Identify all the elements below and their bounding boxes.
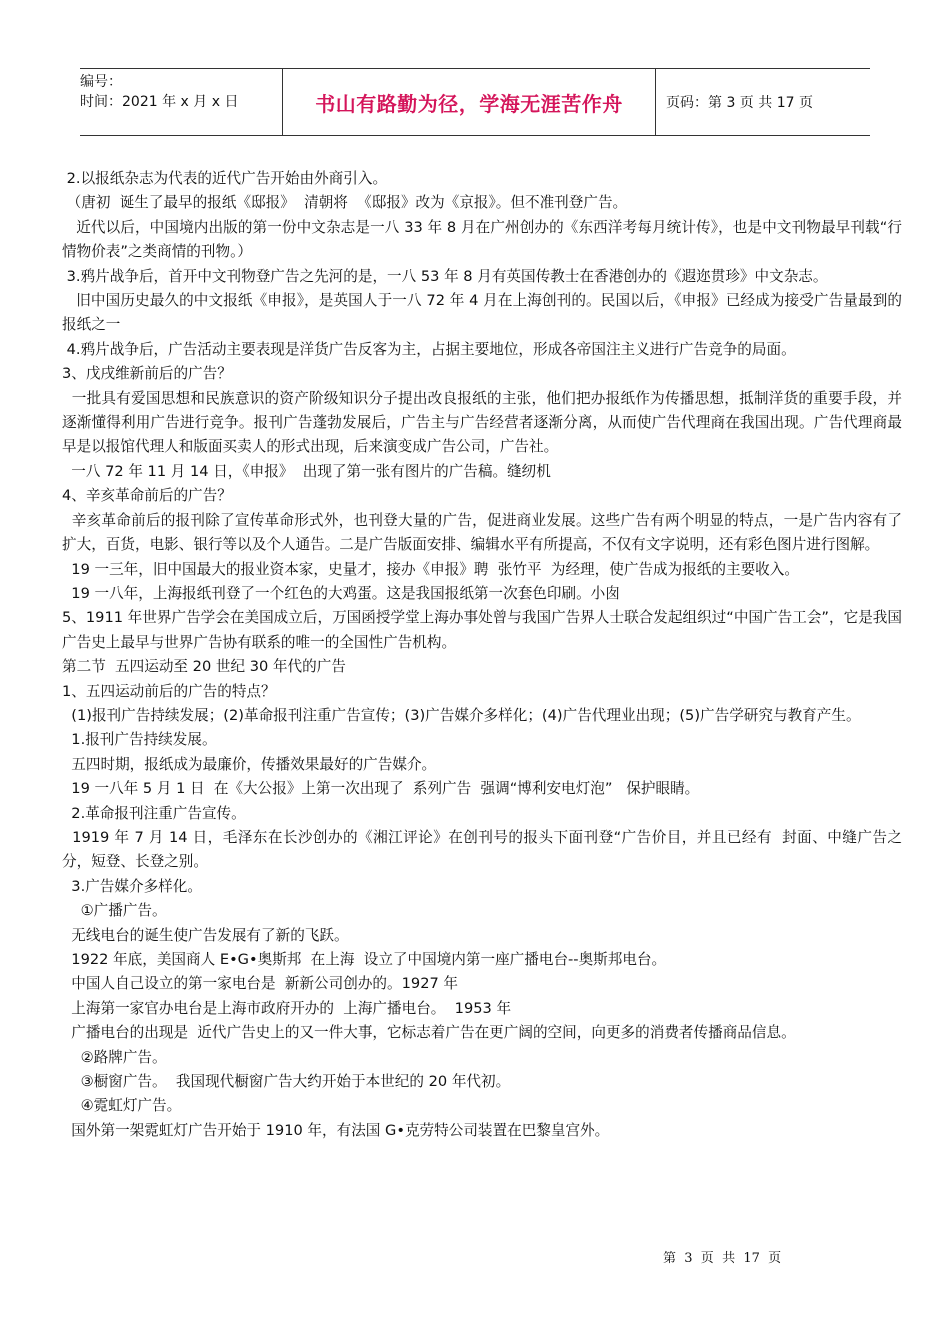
paragraph: (1)报刊广告持续发展；(2)革命报刊注重广告宣传；(3)广告媒介多样化；(4)广告代理业出现；(5)广告学研究与教育产生。 (62, 706, 861, 724)
paragraph: ②路牌广告。 (62, 1048, 167, 1066)
paragraph: ④霓虹灯广告。 (62, 1097, 182, 1115)
section-heading: 3、戊戌维新前后的广告？ (62, 365, 232, 383)
paragraph: 五四时期，报纸成为最廉价，传播效果最好的广告媒介。 (62, 755, 437, 773)
document-time-label: 时间：2021 年 x 月 x 日 (80, 94, 239, 110)
header-meta (80, 69, 282, 135)
paragraph: 4.鸦片战争后，广告活动主要表现是洋货广告反客为主，占据主要地位，形成各帝国注主义进行广告竞争的局面。 (62, 340, 796, 358)
paragraph: 19 一三年，旧中国最大的报业资本家，史量才，接办《申报》聘 张竹平 为经理，使广告成为报纸的主要收入。 (62, 560, 799, 578)
page-header (80, 68, 870, 136)
page-footer: 第 3 页 共 17 页 (663, 1251, 782, 1266)
paragraph: 近代以后，中国境内出版的第一份中文杂志是一八 33 年 8 月在广州创办的《东西洋考每月统计传》，也是中文刊物最早刊载“行情物价表”之类商情的刊物。） (62, 218, 902, 261)
paragraph: 一批具有爱国思想和民族意识的资产阶级知识分子提出改良报纸的主张，他们把办报纸作为传播思想，抵制洋货的重要手段，并逐渐懂得利用广告进行竞争。报刊广告蓬勃发展后，广告主与广告经营者逐渐分离，从而使广告代理商在我国出现。广告代理商最早是以报馆代理人和版面买卖人的形式出现，后来演变成广告公司，广告社。 (62, 389, 902, 456)
paragraph: ①广播广告。 (62, 902, 167, 920)
paragraph: 1.报刊广告持续发展。 (62, 731, 217, 749)
document-body (62, 167, 902, 1143)
paragraph: 3.鸦片战争后，首开中文刊物登广告之先河的是，一八 53 年 8 月有英国传教士在香港创办的《遐迩贯珍》中文杂志。 (62, 267, 828, 285)
paragraph: 1919 年 7 月 14 日，毛泽东在长沙创办的《湘江评论》在创刊号的报头下面刊登“广告价目，并且已经有 封面、中缝广告之分，短登、长登之别。 (62, 828, 902, 871)
section-heading: 1、五四运动前后的广告的特点？ (62, 682, 276, 700)
paragraph: 19 一八年，上海报纸刊登了一个红色的大鸡蛋。这是我国报纸第一次套色印刷。小囱 (62, 584, 620, 602)
paragraph: 2.革命报刊注重广告宣传。 (62, 804, 246, 822)
paragraph: 广播电台的出现是 近代广告史上的又一件大事，它标志着广告在更广阔的空间，向更多的消费者传播商品信息。 (62, 1024, 796, 1042)
paragraph: 3.广告媒介多样化。 (62, 877, 202, 895)
paragraph: 辛亥革命前后的报刊除了宣传革命形式外，也刊登大量的广告，促进商业发展。这些广告有两个明显的特点，一是广告内容有了扩大，百货，电影、银行等以及个人通告。二是广告版面安排、编辑水平有所提高，不仅有文字说明，还有彩色图片进行图解。 (62, 511, 902, 554)
section-heading: 5、1911 年世界广告学会在美国成立后，万国函授学堂上海办事处曾与我国广告界人士联合发起组织过“中国广告工会”，它是我国广告史上最早与世界广告协有联系的唯一的全国性广告机构。 (62, 609, 902, 651)
document-number-label: 编号： (80, 74, 122, 90)
header-motto: 书山有路勤为径，学海无涯苦作舟 (282, 69, 656, 135)
paragraph: 19 一八年 5 月 1 日 在《大公报》上第一次出现了 系列广告 强调“博利安电灯泡” 保护眼睛。 (62, 780, 700, 798)
paragraph: 无线电台的诞生使广告发展有了新的飞跃。 (62, 926, 349, 944)
paragraph: 一八 72 年 11 月 14 日，《申报》 出现了第一张有图片的广告稿。缝纫机 (62, 462, 551, 480)
paragraph: 中国人自己设立的第一家电台是 新新公司创办的。1927 年 (62, 975, 458, 993)
paragraph: ③橱窗广告。 我国现代橱窗广告大约开始于本世纪的 20 年代初。 (62, 1073, 511, 1091)
paragraph: 上海第一家官办电台是上海市政府开办的 上海广播电台。 1953 年 (62, 999, 512, 1017)
paragraph: （唐初 诞生了最早的报纸《邸报》 清朝将 《邸报》改为《京报》。但不准刊登广告。 (62, 194, 628, 212)
section-heading: 4、辛亥革命前后的广告？ (62, 487, 232, 505)
header-page-label: 页码：第 3 页 共 17 页 (666, 95, 813, 111)
chapter-heading: 第二节 五四运动至 20 世纪 30 年代的广告 (62, 658, 346, 676)
paragraph: 2.以报纸杂志为代表的近代广告开始由外商引入。 (62, 170, 388, 187)
paragraph: 1922 年底，美国商人 E•G•奥斯邦 在上海 设立了中国境内第一座广播电台--奥斯邦电台。 (62, 951, 667, 968)
paragraph: 国外第一架霓虹灯广告开始于 1910 年，有法国 G•克劳特公司装置在巴黎皇宫外。 (62, 1121, 610, 1139)
paragraph: 旧中国历史最久的中文报纸《申报》，是英国人于一八 72 年 4 月在上海创刊的。民国以后，《申报》已经成为接受广告量最到的报纸之一 (62, 292, 902, 334)
